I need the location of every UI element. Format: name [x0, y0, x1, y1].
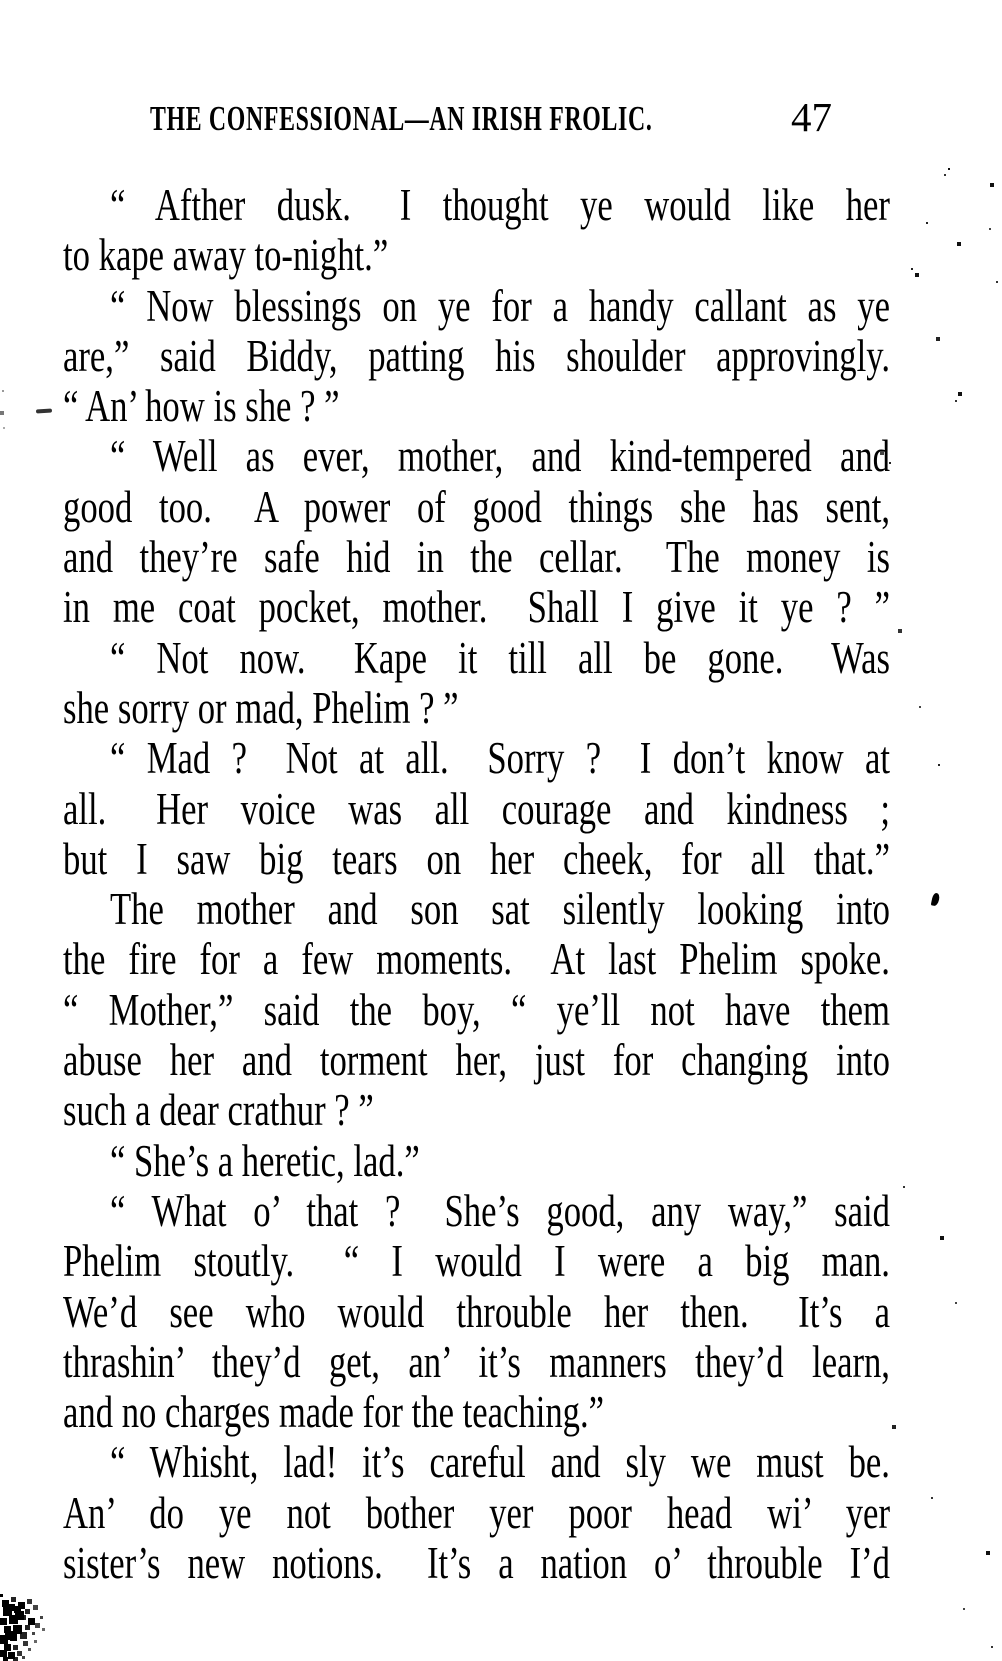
text-line: “ What o’ that ? She’s good, any way,” said: [109, 1185, 890, 1236]
text-line: “ Well as ever, mother, and kind-tempered and: [109, 431, 890, 482]
text-line: in me coat pocket, mother. Shall I give it ye ? ”: [63, 582, 890, 633]
page-body: [63, 180, 1002, 1588]
text-line: such a dear crathur ? ”: [63, 1085, 374, 1136]
text-line: and they’re safe hid in the cellar. The money is: [63, 532, 890, 583]
text-line: thrashin’ they’d get, an’ it’s manners they’d learn,: [63, 1336, 890, 1387]
text-line: “ Now blessings on ye for a handy callant as ye: [109, 280, 890, 331]
text-line: she sorry or mad, Phelim ? ”: [63, 682, 459, 733]
corner-ink-blob: [0, 1594, 3, 1597]
text-line: all. Her voice was all courage and kindness ;: [63, 783, 890, 834]
text-line: and no charges made for the teaching.”: [63, 1387, 605, 1438]
text-line: sister’s new notions. It’s a nation o’ throuble I’d: [63, 1538, 890, 1589]
text-line: “ Not now. Kape it till all be gone. Was: [109, 632, 890, 683]
text-line: “ Mad ? Not at all. Sorry ? I don’t know at: [109, 733, 890, 784]
text-line: “ Mother,” said the boy, “ ye’ll not have them: [63, 984, 890, 1035]
text-line: An’ do ye not bother yer poor head wi’ yer: [63, 1487, 890, 1538]
text-line: The mother and son sat silently looking into: [109, 884, 890, 935]
text-line: Phelim stoutly. “ I would I were a big man.: [63, 1236, 890, 1287]
text-line: “ Whisht, lad! it’s careful and sly we must be.: [109, 1437, 890, 1488]
text-line: good too. A power of good things she has sent,: [63, 481, 890, 532]
text-line: are,” said Biddy, patting his shoulder approvingly.: [63, 330, 890, 381]
text-line: “ Afther dusk. I thought ye would like her: [109, 180, 890, 230]
running-title: THE CONFESSIONAL—AN IRISH FROLIC.: [150, 99, 653, 138]
text-line: “ She’s a heretic, lad.”: [109, 1135, 420, 1186]
text-line: We’d see who would throuble her then. It’s a: [63, 1286, 890, 1337]
text-line: the fire for a few moments. At last Phelim spoke.: [63, 934, 890, 985]
margin-mark: [36, 408, 52, 413]
text-line: abuse her and torment her, just for changing into: [63, 1035, 890, 1086]
scan-speckle-noise: [0, 0, 2, 2]
text-line: to kape away to-night.”: [63, 230, 389, 281]
text-line: “ An’ how is she ? ”: [63, 381, 340, 432]
page-number: 47: [791, 94, 832, 140]
text-line: but I saw big tears on her cheek, for all that.”: [63, 833, 890, 884]
